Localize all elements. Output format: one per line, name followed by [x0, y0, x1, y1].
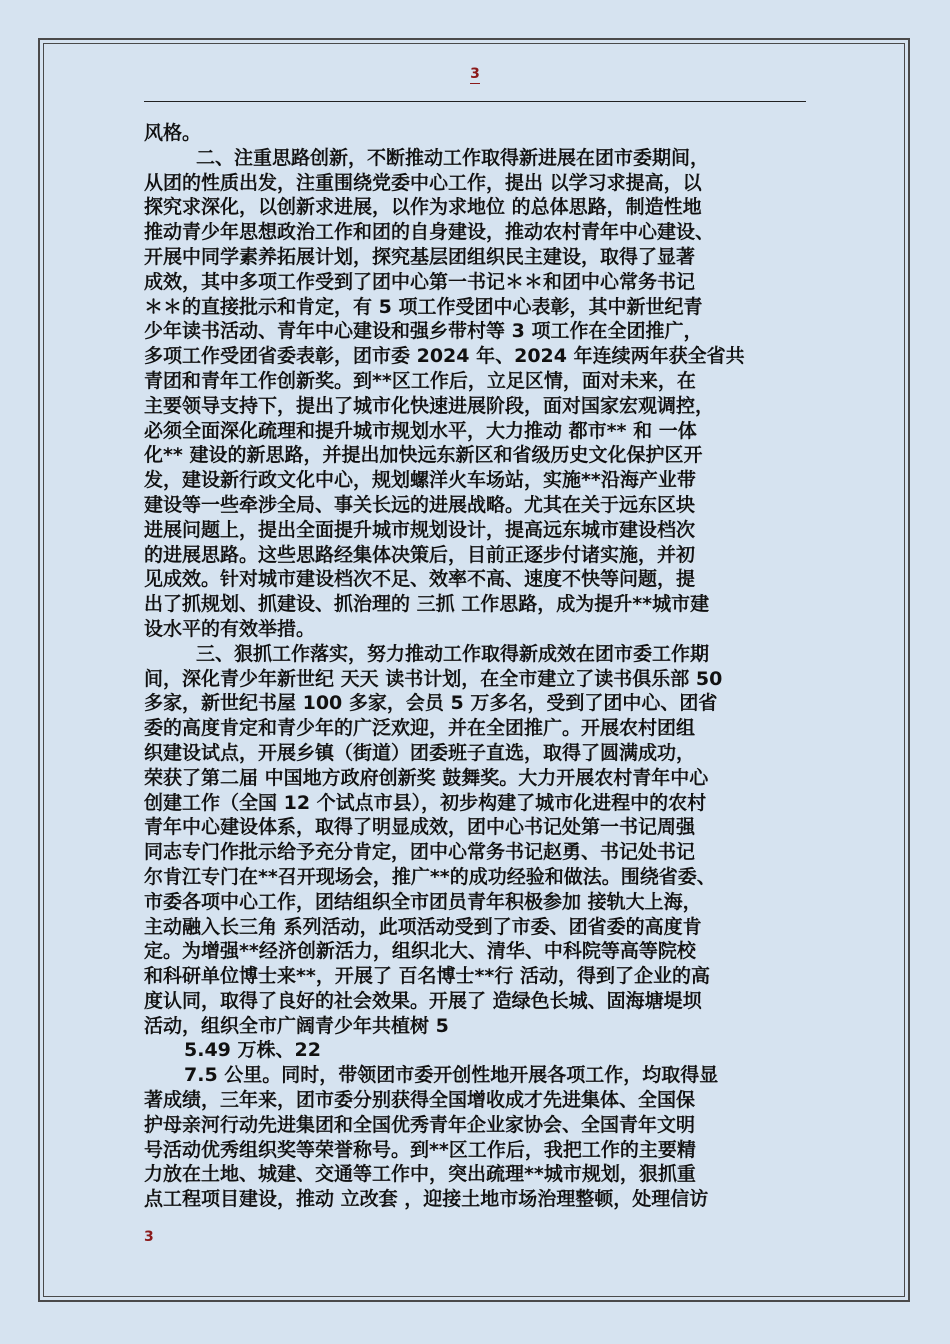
- text-line: 设水平的有效举措。: [144, 617, 316, 640]
- text-line: 号活动优秀组织奖等荣誉称号。到**区工作后，我把工作的主要精: [144, 1138, 696, 1161]
- header-rule: [144, 101, 806, 102]
- text-line: 护母亲河行动先进集团和全国优秀青年企业家协会、全国青年文明: [144, 1113, 696, 1136]
- text-line: 和科研单位博士来**，开展了 百名博士**行 活动，得到了企业的高: [144, 965, 710, 988]
- text-line: 间，深化青少年新世纪 天天 读书计划，在全市建立了读书俱乐部 50: [144, 667, 723, 690]
- text-line: 点工程项目建设，推动 立改套 ，迎接土地市场治理整顿，处理信访: [144, 1188, 709, 1211]
- text-line: ＊＊的直接批示和肯定，有 5 项工作受团中心表彰，其中新世纪青: [144, 295, 703, 318]
- text-line: 市委各项中心工作，团结组织全市团员青年积极参加 接轨大上海，: [144, 890, 702, 913]
- text-line: 活动，组织全市广阔青少年共植树 5: [144, 1014, 449, 1037]
- text-line: 见成效。针对城市建设档次不足、效率不高、速度不快等问题，提: [144, 568, 696, 591]
- text-line: 5.49 万株、22: [184, 1039, 321, 1062]
- header-page-number: 3: [470, 66, 480, 82]
- text-line: 成效，其中多项工作受到了团中心第一书记＊＊和团中心常务书记: [144, 270, 696, 293]
- text-line: 必须全面深化疏理和提升城市规划水平，大力推动 都市** 和 一体: [144, 419, 697, 442]
- text-line: 荣获了第二届 中国地方政府创新奖 鼓舞奖。大力开展农村青年中心: [144, 766, 709, 789]
- text-line: 尔肯江专门在**召开现场会，推广**的成功经验和做法。围绕省委、: [144, 865, 716, 888]
- text-line: 青团和青年工作创新奖。到**区工作后，立足区情，面对未来，在: [144, 369, 696, 392]
- text-line: 化** 建设的新思路，并提出加快远东新区和省级历史文化保护区开: [144, 444, 703, 467]
- text-line: 定。为增强**经济创新活力，组织北大、清华、中科院等高等院校: [144, 940, 696, 963]
- text-line: 进展问题上，提出全面提升城市规划设计，提高远东城市建设档次: [144, 518, 696, 541]
- text-line: 同志专门作批示给予充分肯定，团中心常务书记赵勇、书记处书记: [144, 841, 696, 864]
- text-line: 风格。: [144, 122, 202, 144]
- text-line: 著成绩，三年来，团市委分别获得全国增收成才先进集体、全国保: [144, 1089, 696, 1112]
- text-line: 二、注重思路创新，不断推动工作取得新进展在团市委期间，: [196, 146, 710, 169]
- text-line: 的进展思路。这些思路经集体决策后，目前正逐步付诸实施，并初: [144, 543, 696, 566]
- text-line: 探究求深化，以创新求进展，以作为求地位 的总体思路，制造性地: [144, 196, 702, 219]
- text-line: 主要领导支持下，提出了城市化快速进展阶段，面对国家宏观调控，: [144, 394, 715, 417]
- text-line: 青年中心建设体系，取得了明显成效，团中心书记处第一书记周强: [144, 816, 696, 839]
- text-line: 少年读书活动、青年中心建设和强乡带村等 3 项工作在全团推广，: [144, 320, 703, 343]
- text-line: 三、狠抓工作落实，努力推动工作取得新成效在团市委工作期: [196, 642, 710, 665]
- text-line: 度认同，取得了良好的社会效果。开展了 造绿色长城、固海塘堤坝: [144, 989, 702, 1012]
- text-line: 多家，新世纪书屋 100 多家，会员 5 万多名，受到了团中心、团省: [144, 692, 718, 715]
- text-line: 委的高度肯定和青少年的广泛欢迎，并在全团推广。开展农村团组: [144, 717, 696, 740]
- text-line: 创建工作（全国 12 个试点市县），初步构建了城市化进程中的农村: [144, 791, 707, 814]
- text-line: 推动青少年思想政治工作和团的自身建设，推动农村青年中心建设、: [144, 221, 715, 244]
- text-line: 发，建设新行政文化中心，规划螺洋火车场站，实施**沿海产业带: [144, 469, 696, 492]
- text-line: 建设等一些牵涉全局、事关长远的进展战略。尤其在关于远东区块: [144, 493, 696, 516]
- text-line: 开展中同学素养拓展计划，探究基层团组织民主建设，取得了显著: [144, 245, 696, 268]
- footer-page-number: 3: [144, 1229, 154, 1245]
- text-line: 出了抓规划、抓建设、抓治理的 三抓 工作思路，成为提升**城市建: [144, 593, 710, 616]
- text-line: 织建设试点，开展乡镇（街道）团委班子直选，取得了圆满成功，: [144, 741, 696, 764]
- text-line: 7.5 公里。同时，带领团市委开创性地开展各项工作，均取得显: [184, 1064, 719, 1087]
- text-line: 主动融入长三角 系列活动，此项活动受到了市委、团省委的高度肯: [144, 915, 702, 938]
- text-line: 力放在土地、城建、交通等工作中，突出疏理**城市规划，狠抓重: [144, 1163, 696, 1186]
- text-line: 从团的性质出发，注重围绕党委中心工作，提出 以学习求提高，以: [144, 171, 702, 194]
- body-text: [144, 121, 820, 1212]
- text-line: 多项工作受团省委表彰，团市委 2024 年、2024 年连续两年获全省共: [144, 345, 745, 368]
